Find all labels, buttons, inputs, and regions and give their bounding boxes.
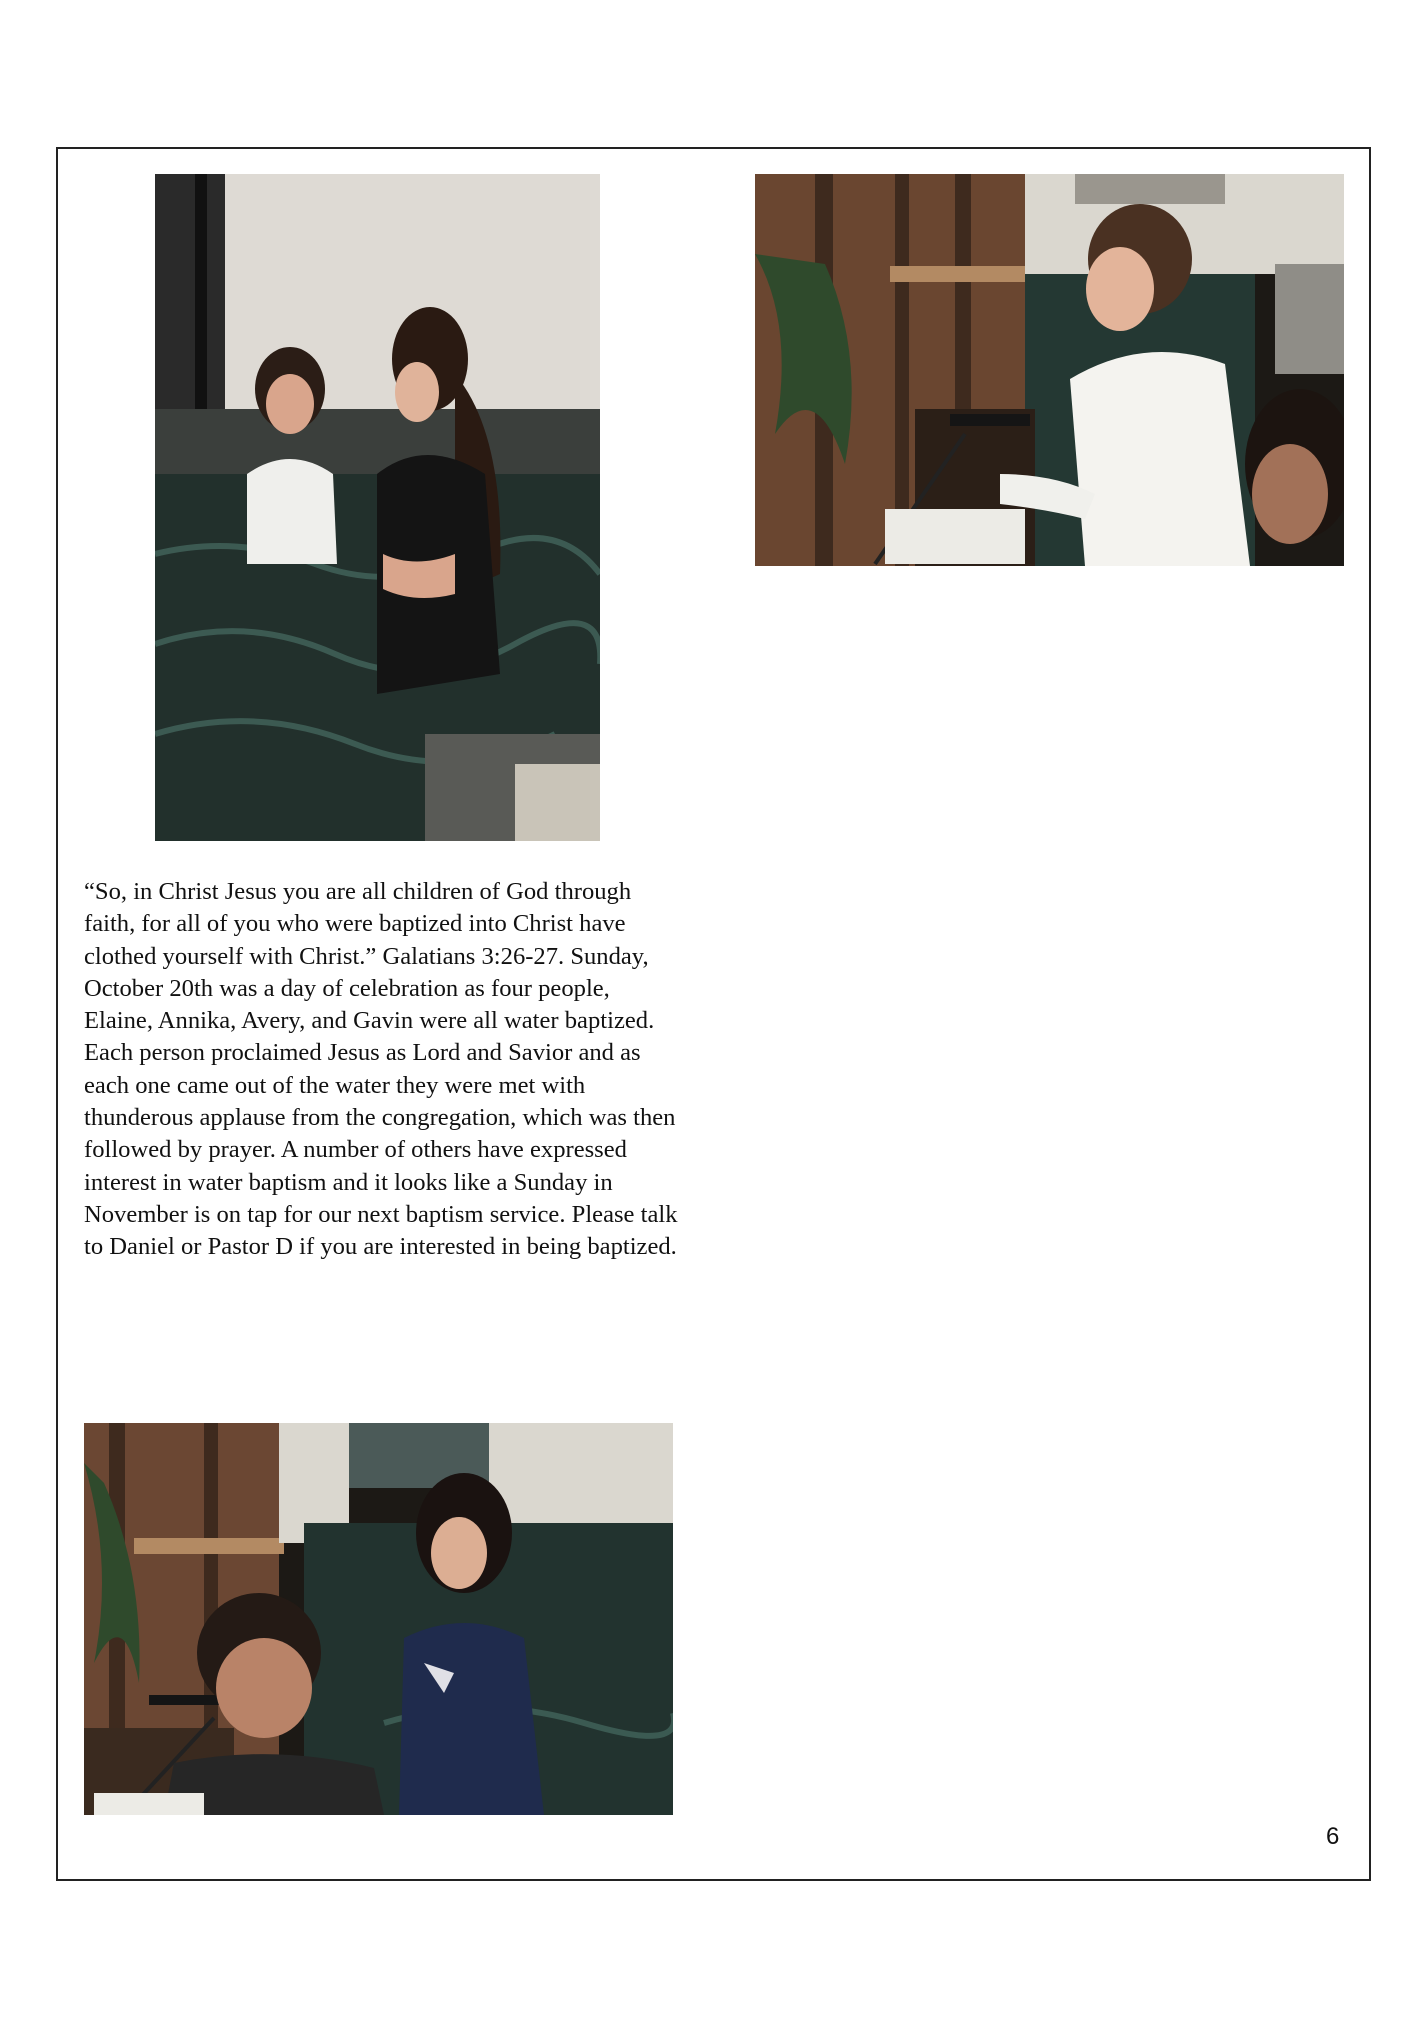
page-number: 6 [1326,1823,1340,1850]
article-body: “So, in Christ Jesus you are all children of God through faith, for all of you who were baptized into Christ have clothed yourself with Christ.” Galatians 3:26-27. Sunday, October 20th was a day of celebration as four people, Elaine, Annika, Avery, and Gavin were all water baptized. Each person proclaimed Jesus as Lord and Savior and as each one came out of the water they were met with thunderous applause from the congregation, which was then followed by prayer. A number of others have expressed interest in water baptism and it looks like a Sunday in November is on tap for our next baptism service. Please talk to Daniel or Pastor D if you are interested in being baptized. [84,878,678,1261]
baptism-photo-3 [84,1423,673,1815]
baptism-photo-2 [755,174,1344,566]
baptism-photo-1 [155,174,600,841]
